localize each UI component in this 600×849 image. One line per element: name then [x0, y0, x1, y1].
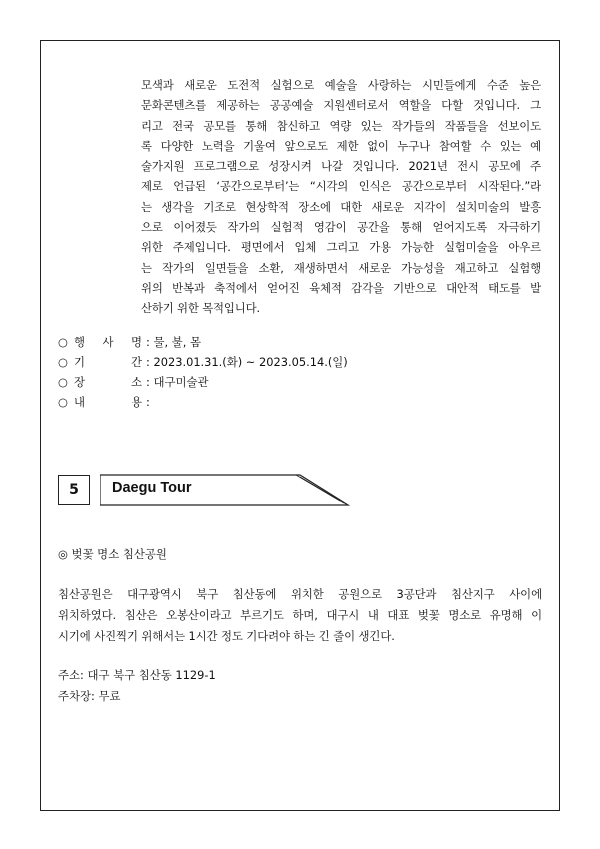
- description-line: 침산공원은 대구광역시 북구 침산동에 위치한 공원으로 3공단과 침산지구 사이에: [58, 587, 542, 601]
- intro-paragraph: [141, 75, 541, 319]
- section-title: Daegu Tour: [112, 480, 192, 496]
- address-text: 주소: 대구 북구 침산동 1129-1: [58, 668, 216, 682]
- label-char: 사: [102, 335, 114, 349]
- intro-line: 위한 주제입니다. 평면에서 입체 그리고 가용 가능한 실험미술을 아우르: [141, 240, 541, 255]
- intro-line: 문화콘텐츠를 제공하는 공공예술 지원센터로서 역할을 다할 것입니다. 그: [141, 98, 541, 113]
- description-line: 위치하였다. 침산은 오봉산이라고 부르기도 하며, 대구시 내 대표 벚꽃 명소로 유명해 이: [58, 608, 542, 622]
- label-char: 장: [74, 375, 86, 389]
- intro-line: 록 다양한 노력을 기울여 앞으로도 제한 없이 누구나 참여할 수 있는 예: [141, 138, 541, 153]
- info-row-content: [58, 392, 348, 412]
- info-label: [74, 372, 142, 392]
- intro-line: 모색과 새로운 도전적 실험으로 예술을 사랑하는 시민들에게 수준 높은: [141, 78, 541, 92]
- info-label: [74, 392, 142, 412]
- circle-bullet-icon: ○: [58, 355, 68, 369]
- label-char: 기: [74, 355, 86, 369]
- label-char: 명: [130, 335, 142, 349]
- info-row-event-name: [58, 332, 348, 352]
- label-char: 간: [130, 355, 142, 369]
- info-value: : 2023.01.31.(화) ~ 2023.05.14.(일): [146, 355, 348, 369]
- circle-bullet-icon: ○: [58, 375, 68, 389]
- label-char: 소: [130, 375, 142, 389]
- intro-line: 리고 전국 공모를 통해 참신하고 역량 있는 작가들의 작품들을 선보이도: [141, 118, 541, 133]
- description-paragraph: [58, 584, 542, 647]
- intro-line: 으로 이어졌듯 작가의 실험적 영감이 공간을 통해 얻어지도록 자극하기: [141, 220, 541, 235]
- info-value: :: [146, 395, 150, 409]
- intro-line: 산하기 위한 목적입니다.: [141, 301, 260, 316]
- label-char: 행: [74, 335, 86, 349]
- intro-line: 는 작가의 일면들을 소환, 재생하면서 새로운 가능성을 재고하고 실험행: [141, 260, 541, 275]
- info-row-venue: [58, 372, 348, 392]
- description-line: 시기에 사진찍기 위해서는 1시간 정도 기다려야 하는 긴 줄이 생긴다.: [58, 629, 395, 643]
- info-value: : 물, 불, 몸: [146, 335, 201, 349]
- intro-line: 는 생각을 기조로 현상학적 장소에 대한 새로운 지각이 설치미술의 발흥: [141, 199, 541, 214]
- subheading: ◎ 벚꽃 명소 침산공원: [58, 547, 167, 561]
- event-info-list: [58, 332, 348, 412]
- label-char: 용: [130, 395, 142, 409]
- info-row-period: [58, 352, 348, 372]
- circle-bullet-icon: ○: [58, 395, 68, 409]
- info-value: : 대구미술관: [146, 375, 209, 389]
- label-char: 내: [74, 395, 86, 409]
- section-number: 5: [58, 475, 90, 505]
- intro-line: 술가지원 프로그램으로 성장시켜 나갈 것입니다. 2021년 전시 공모에 주: [141, 159, 541, 174]
- parking-text: 주차장: 무료: [58, 688, 121, 703]
- circle-bullet-icon: ○: [58, 335, 68, 349]
- section-header: [58, 474, 358, 506]
- info-label: [74, 332, 142, 352]
- info-label: [74, 352, 142, 372]
- intro-line: 제로 언급된 ‘공간으로부터’는 “시각의 인식은 공간으로부터 시작된다.”라: [141, 179, 541, 194]
- section-title-box: [100, 474, 350, 506]
- intro-line: 위의 반복과 축적에서 얻어진 육체적 감각을 기반으로 대안적 태도를 발: [141, 280, 541, 295]
- address-block: [58, 665, 216, 706]
